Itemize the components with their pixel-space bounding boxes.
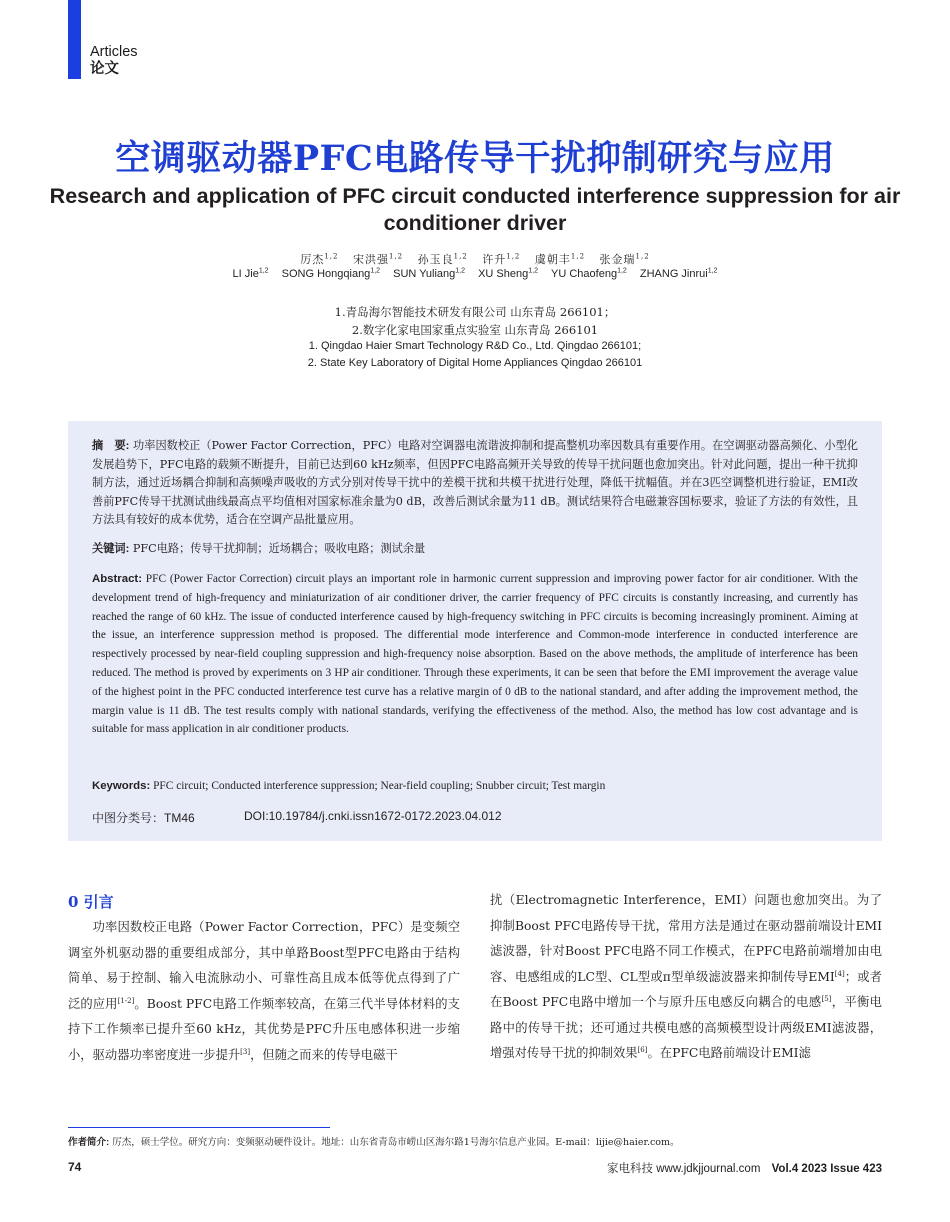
author-cn: 孙玉良$^{1,2}$ — [417, 252, 468, 266]
paragraph: 功率因数校正电路（Power Factor Correction，PFC）是变频空调室外机驱动器的重要组成部分，其中单路Boost型PFC电路由于结构简单、易于控制、输入电流脉动小、可靠性高且成本低等优点得到了广泛的应用[1-2]。Boost PFC电路工作频率较高，在第三代半导体材料的支持下工作频率已提升至60 kHz，其优势是PFC升压电感体积进一步缩小，驱动器功率密度进一步提升[3]，但随之而来的传导电磁干 — [68, 920, 460, 1062]
body-column-left — [68, 890, 460, 1068]
footnote-label: 作者简介: — [68, 1137, 110, 1148]
abstract-cn — [92, 437, 858, 530]
affiliation-en-2: 2. State Key Laboratory of Digital Home Appliances Qingdao 266101 — [307, 357, 643, 369]
author-cn: 厉杰$^{1,2}$ — [300, 252, 339, 266]
authors-cn — [0, 251, 950, 267]
author-en: LI Jie$^{1,2}$ — [232, 267, 269, 280]
doi: DOI:10.19784/j.cnki.issn1672-0172.2023.04.012 — [244, 809, 502, 823]
section-heading: 0 引言 — [68, 893, 114, 911]
author-en: SUN Yuliang$^{1,2}$ — [393, 267, 466, 280]
keywords-en-label: Keywords: — [92, 780, 151, 792]
citation: [3] — [240, 1047, 251, 1056]
title-en: Research and application of PFC circuit conducted interference suppression for air conditioner driver — [49, 184, 901, 235]
author-en: XU Sheng$^{1,2}$ — [478, 267, 538, 280]
keywords-cn-text: PFC电路；传导干扰抑制；近场耦合；吸收电路；测试余量 — [132, 542, 426, 555]
abstract-en — [92, 570, 858, 739]
author-cn: 虞朝丰$^{1,2}$ — [534, 252, 586, 266]
section-marker-bar — [68, 0, 81, 79]
section-label-cn: 论文 — [90, 61, 119, 77]
citation: [1-2] — [117, 996, 135, 1005]
abstract-en-label: Abstract: — [92, 573, 143, 585]
affiliation-cn-1: 1.青岛海尔智能技术研发有限公司 山东青岛 266101； — [334, 305, 616, 319]
author-cn: 许升$^{1,2}$ — [482, 252, 521, 266]
author-en: ZHANG Jinrui$^{1,2}$ — [639, 267, 718, 280]
abstract-cn-label: 摘 要: — [92, 440, 130, 452]
page-number: 74 — [68, 1160, 82, 1174]
section-label-en: Articles — [90, 44, 138, 60]
citation: [4] — [834, 969, 845, 978]
title-cn: 空调驱动器PFC电路传导干扰抑制研究与应用 — [115, 138, 835, 179]
abstract-en-text: PFC (Power Factor Correction) circuit plays an important role in harmonic current suppression and improving power factor for air conditioner. With the development trend of high-frequency and miniaturization of air conditioner driver, the carrier frequency of PFC circuits is constantly increasing, and currently has reached the range of 60 kHz. The issue of conducted interference caused by high-frequency switching in PFC circuits is becoming increasingly prominent. Aiming at the issue, an interference suppression method is proposed. The differential mode interference and Common-mode interference in conducted interference are respectively processed by near-field coupling suppression and high-frequency noise absorption. Based on the above methods, the amplitude of interference has been reduced. The method is proved by experiments on 3 HP air conditioner. Through these experiments, it can be seen that before the EMI improvement the average value of the highest point in the PFC conducted interference test curve has a relative margin of 0 dB to the national standard, and after adding the improvement method, the margin value is 11 dB. The test results comply with national standards, verifying the effectiveness of the method. Also, the method has low cost advantage and is suitable for mass application in air conditioner products. — [92, 573, 858, 736]
keywords-cn — [92, 540, 858, 559]
paragraph: 扰（Electromagnetic Interference，EMI）问题也愈加突出。为了抑制Boost PFC电路传导干扰，常用方法是通过在驱动器前端设计EMI滤波器，针对Boost PFC电路不同工作模式，在PFC电路前端增加由电容、电感组成的LC型、CL型或π型单级滤波器来抑制传导EMI[4]；或者在Boost PFC电路中增加一个与原升压电感反向耦合的电感[5]，平衡电路中的传导干扰；还可通过共模电感的高频模型设计两级EMI滤波器，增强对传导干扰的抑制效果[6]。在PFC电路前端设计EMI滤 — [490, 893, 882, 1060]
journal-footer — [607, 1160, 882, 1176]
journal-name: 家电科技 www.jdkjjournal.com — [607, 1163, 761, 1175]
author-cn: 张金瑞$^{1,2}$ — [599, 252, 650, 266]
classification-number: 中图分类号：TM46 — [92, 811, 195, 825]
section-label — [90, 44, 138, 78]
author-footnote — [68, 1134, 882, 1148]
author-en: SONG Hongqiang$^{1,2}$ — [281, 267, 381, 280]
affiliation-cn-2: 2.数字化家电国家重点实验室 山东青岛 266101 — [351, 323, 599, 337]
journal-issue: Vol.4 2023 Issue 423 — [771, 1163, 882, 1175]
abstract-cn-text: 功率因数校正（Power Factor Correction，PFC）电路对空调器电流谐波抑制和提高整机功率因数具有重要作用。在空调驱动器高频化、小型化发展趋势下，PFC电路的载频不断提升，目前已达到60 kHz频率，但因PFC电路高频开关导致的传导干扰问题也愈加突出。针对此问题，提出一种干扰抑制方法，通过近场耦合抑制和高频噪声吸收的方式分别对传导干扰中的差模干扰和共模干扰进行处理，降低干扰幅值。并在3匹空调整机进行验证，EMI改善前PFC传导干扰测试曲线最高点平均值相对国家标准余量为0 dB，改善后测试余量为11 dB。测试结果符合电磁兼容国标要求，验证了方法的有效性，且方法具有较好的成本优势，适合在空调产品批量应用。 — [92, 439, 858, 526]
citation: [5] — [821, 994, 832, 1003]
author-cn: 宋洪强$^{1,2}$ — [352, 252, 404, 266]
author-en: YU Chaofeng$^{1,2}$ — [551, 267, 627, 280]
abstract-box — [68, 421, 882, 841]
keywords-en — [92, 777, 858, 796]
classification-line — [92, 809, 502, 826]
body-column-right — [490, 888, 882, 1067]
footnote-text: 厉杰，硕士学位。研究方向：变频驱动硬件设计。地址：山东省青岛市崂山区海尔路1号海尔信息产业园。E-mail：lijie@haier.com。 — [112, 1137, 680, 1148]
keywords-en-text: PFC circuit; Conducted interference suppression; Near-field coupling; Snubber circuit; Test margin — [153, 780, 606, 792]
citation: [6] — [637, 1045, 648, 1054]
affiliation-en-1: 1. Qingdao Haier Smart Technology R&D Co., Ltd. Qingdao 266101; — [308, 340, 642, 352]
keywords-cn-label: 关键词: — [92, 543, 130, 555]
authors-en — [0, 268, 950, 280]
footnote-divider — [68, 1127, 330, 1128]
